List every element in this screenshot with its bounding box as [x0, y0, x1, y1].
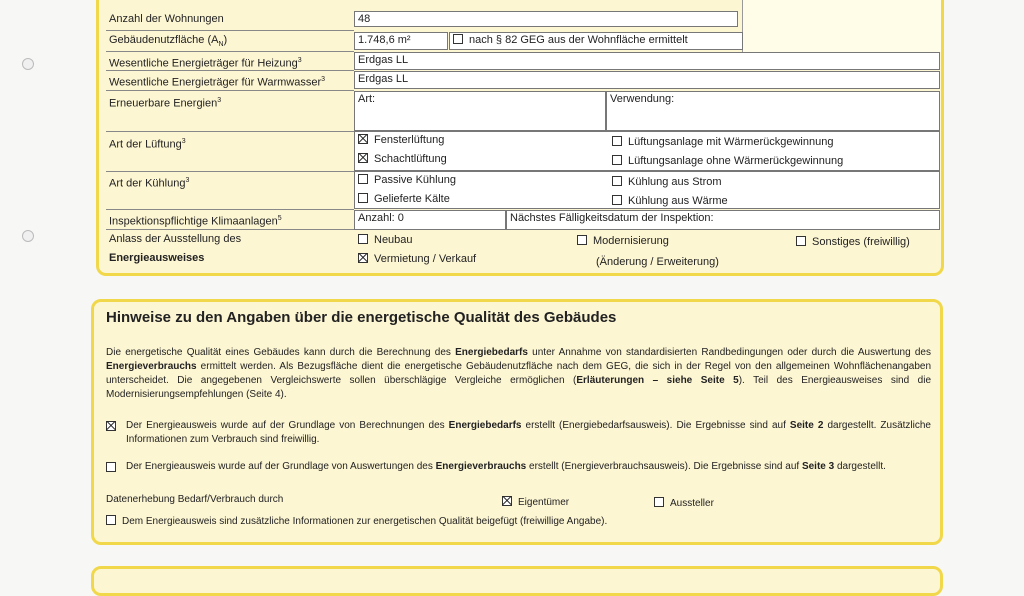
checkbox-icon[interactable]: [106, 515, 116, 525]
value-klima-anzahl: Anzahl: 0: [354, 210, 506, 230]
label-energieausweises: Energieausweises: [109, 252, 205, 264]
label-kuehlung: Art der Kühlung$^3$: [109, 177, 190, 190]
option-modernisierung-detail: (Änderung / Erweiterung): [596, 256, 719, 268]
label-heizung: Wesentliche Energieträger für Heizung$^3$: [109, 57, 302, 70]
checkbox-icon[interactable]: [358, 234, 368, 244]
option-kuehlung-waerme[interactable]: Kühlung aus Wärme: [612, 195, 728, 208]
value-klima-faelligkeit: Nächstes Fälligkeitsdatum der Inspektion:: [506, 210, 940, 230]
value-wohnungen: 48: [354, 11, 738, 27]
option-lueftung-ohne-wrg[interactable]: Lüftungsanlage ohne Wärmerückgewinnung: [612, 155, 843, 168]
label-lueftung: Art der Lüftung$^3$: [109, 138, 186, 151]
option-modernisierung[interactable]: Modernisierung: [577, 235, 669, 248]
option-verbrauchsausweis[interactable]: Der Energieausweis wurde auf der Grundlage von Auswertungen des Energieverbrauchs erstellt (Energieverbrauchsausweis). Die Ergebnisse sind auf Seite 3 dargestellt.: [106, 460, 931, 474]
value-heizung: Erdgas LL: [354, 52, 940, 70]
checkbox-icon[interactable]: [612, 155, 622, 165]
label-datenerhebung: Datenerhebung Bedarf/Verbrauch durch: [106, 494, 284, 505]
checkbox-icon[interactable]: [612, 195, 622, 205]
option-lueftung-mit-wrg[interactable]: Lüftungsanlage mit Wärmerückgewinnung: [612, 136, 833, 149]
checkbox-icon[interactable]: [654, 497, 664, 507]
hinweise-title: Hinweise zu den Angaben über die energetische Qualität des Gebäudes: [106, 309, 617, 326]
option-neubau[interactable]: Neubau: [358, 234, 413, 247]
checkbox-checked-icon[interactable]: [358, 253, 368, 263]
checkbox-icon[interactable]: [453, 34, 463, 44]
hinweise-intro: Die energetische Qualität eines Gebäudes kann durch die Berechnung des Energiebedarfs unter Annahme von standardisierten Randbedingungen oder durch die Auswertung des Energieverbrauchs ermittelt werden. Als Bezugsfläche dient die energetische Gebäudenutzfläche nach dem GEG, die sich in der Regel von den allgemeinen Wohnflächenangaben unterscheidet. Die angegebenen Vergleichswerte sollen überschlägige Vergleiche ermöglichen (Erläuterungen – siehe Seite 5). Teil des Energieausweises sind die Modernisierungsempfehlungen (Seite 4).: [106, 347, 932, 400]
checkbox-icon[interactable]: [358, 193, 368, 203]
label-klima: Inspektionspflichtige Klimaanlagen$^5$: [109, 215, 282, 228]
option-schachtlueftung[interactable]: Schachtlüftung: [358, 153, 447, 166]
option-zusatzinfo[interactable]: Dem Energieausweis sind zusätzliche Informationen zur energetischen Qualität beigefügt (freiwillige Angabe).: [106, 515, 607, 528]
checkbox-icon[interactable]: [796, 236, 806, 246]
checkbox-checked-icon[interactable]: [358, 134, 368, 144]
checkbox-icon[interactable]: [612, 136, 622, 146]
checkbox-checked-icon[interactable]: [502, 496, 512, 506]
label-wohnungen: Anzahl der Wohnungen: [109, 13, 224, 25]
hole-punch-mark: [22, 230, 34, 242]
checkbox-checked-icon[interactable]: [358, 153, 368, 163]
label-erneuerbar: Erneuerbare Energien$^3$: [109, 97, 222, 110]
label-nutzflaeche: Gebäudenutzfläche $(A_N)$: [109, 34, 228, 49]
checkbox-icon[interactable]: [612, 176, 622, 186]
option-fensterlueftung[interactable]: Fensterlüftung: [358, 134, 444, 147]
option-vermietung[interactable]: Vermietung / Verkauf: [358, 253, 476, 266]
checkbox-icon[interactable]: [577, 235, 587, 245]
value-erneuerbar-art: Art:: [354, 91, 606, 131]
option-aussteller[interactable]: Aussteller: [654, 497, 714, 510]
value-nutzflaeche: 1.748,6 m²: [354, 32, 448, 50]
value-warmwasser: Erdgas LL: [354, 71, 940, 89]
option-kuehlung-strom[interactable]: Kühlung aus Strom: [612, 176, 722, 189]
option-bedarfsausweis[interactable]: Der Energieausweis wurde auf der Grundlage von Berechnungen des Energiebedarfs erstellt (Energiebedarfsausweis). Die Ergebnisse sind auf Seite 2 dargestellt. Zusätzliche Informationen zum Verbrauch sind freiwillig.: [106, 419, 931, 447]
option-eigentuemer[interactable]: Eigentümer: [502, 496, 569, 509]
label-anlass: Anlass der Ausstellung des: [109, 233, 242, 245]
building-photo: [742, 0, 941, 52]
value-erneuerbar-verwendung: Verwendung:: [606, 91, 940, 131]
hole-punch-mark: [22, 58, 34, 70]
option-nutzflaeche[interactable]: nach § 82 GEG aus der Wohnfläche ermittelt: [449, 32, 743, 50]
checkbox-checked-icon[interactable]: [106, 421, 116, 431]
option-gelieferte-kaelte[interactable]: Gelieferte Kälte: [358, 193, 450, 206]
next-section-frame: [91, 566, 943, 596]
checkbox-icon[interactable]: [106, 462, 116, 472]
option-passive-kuehlung[interactable]: Passive Kühlung: [358, 174, 456, 187]
label-warmwasser: Wesentliche Energieträger für Warmwasser$^3$: [109, 76, 326, 89]
option-sonstiges[interactable]: Sonstiges (freiwillig): [796, 236, 910, 249]
checkbox-icon[interactable]: [358, 174, 368, 184]
